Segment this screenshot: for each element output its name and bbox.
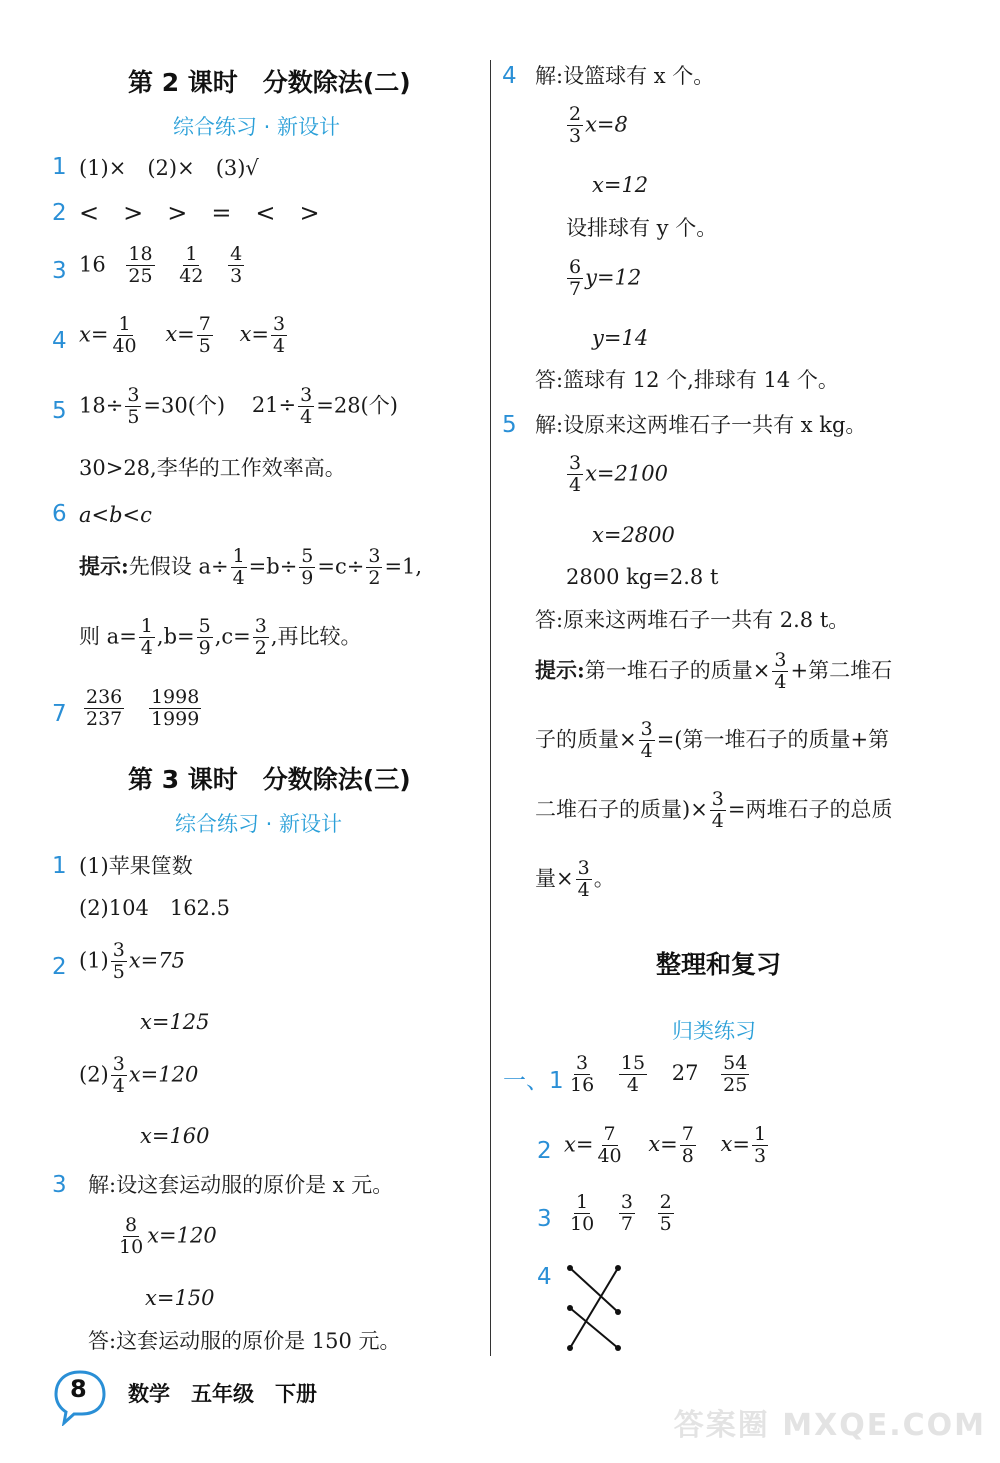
answer-line: (2)104 162.5 [79, 896, 230, 920]
fraction: $\frac{3}{4}$ [273, 313, 286, 358]
q-number: 7 [52, 701, 67, 727]
footer-text: 数学 五年级 下册 [128, 1382, 317, 1406]
answer-line: 16 $\frac{18}{25}$ $\frac{1}{42}$ $\frac{4}{3}$ [79, 243, 243, 288]
q-number: 5 [52, 398, 67, 424]
q-number: 2 [537, 1138, 552, 1164]
equation: x=125 [140, 1010, 210, 1034]
fraction: $\frac{7}{40}$ [597, 1123, 622, 1168]
fraction: $\frac{7}{5}$ [198, 313, 211, 358]
q-number: 5 [502, 412, 517, 438]
answer-line: x= $\frac{7}{40}$ x= $\frac{7}{8}$ x= $\frac{1}{3}$ [564, 1123, 767, 1168]
fraction: $\frac{1}{40}$ [112, 313, 137, 358]
fraction: $\frac{6}{7}$ [569, 256, 582, 301]
q-number: 4 [52, 328, 67, 354]
q-number: 1 [52, 853, 67, 879]
fraction: $\frac{54}{25}$ [723, 1052, 748, 1097]
equation: (1) $\frac{3}{5}$ x=75 [79, 939, 186, 984]
q-number: 6 [52, 501, 67, 527]
q-number: 3 [52, 258, 67, 284]
equation: 2800 kg=2.8 t [566, 565, 719, 589]
equation: x=12 [592, 173, 649, 197]
matching-lines-diagram [560, 1262, 630, 1354]
fraction: $\frac{3}{4}$ [569, 452, 582, 497]
answer-line: $\frac{3}{16}$ $\frac{15}{4}$ 27 $\frac{54}{25}$ [570, 1052, 748, 1097]
q-number: 2 [52, 954, 67, 980]
equation: $\frac{8}{10}$ x=120 [119, 1214, 217, 1259]
fraction: $\frac{3}{7}$ [620, 1191, 633, 1236]
fraction: $\frac{3}{4}$ [112, 1053, 125, 1098]
equation: x=2800 [592, 523, 675, 547]
hint-line: 量× $\frac{3}{4}$ 。 [535, 857, 615, 902]
answer-line [82, 687, 203, 731]
fraction: $\frac{4}{3}$ [230, 243, 243, 288]
equation: $\frac{3}{4}$ x=2100 [569, 452, 668, 497]
fraction: $\frac{2}{3}$ [569, 103, 582, 148]
q-number: 1 [52, 154, 67, 180]
watermark: 答案圈 MXQE.COM [673, 1408, 986, 1443]
fraction: $\frac{236}{237}$ [86, 686, 123, 731]
q-number: 3 [52, 1172, 67, 1198]
fraction: $\frac{5}{9}$ [301, 545, 314, 590]
review-subtitle: 归类练习 [672, 1019, 756, 1043]
fraction: $\frac{1}{4}$ [140, 615, 153, 660]
lesson3-title: 第 3 课时 分数除法(三) [128, 765, 411, 794]
answer-line: 答:原来这两堆石子一共有 2.8 t。 [535, 608, 850, 632]
hint-line: 二堆石子的质量)× $\frac{3}{4}$ =两堆石子的总质 [535, 788, 893, 833]
answer-line: x= $\frac{1}{40}$ x= $\frac{7}{5}$ x= $\frac{3}{4}$ [79, 313, 286, 358]
answer-line: 解:设篮球有 x 个。 [535, 64, 715, 88]
review-title: 整理和复习 [656, 950, 782, 979]
answer-line: a<b<c [79, 503, 152, 527]
answer-line [566, 1192, 676, 1236]
fraction: $\frac{3}{5}$ [127, 384, 140, 429]
answer-line: 解:设这套运动服的原价是 x 元。 [88, 1173, 394, 1197]
fraction: $\frac{3}{2}$ [368, 545, 381, 590]
fraction: $\frac{3}{4}$ [300, 384, 313, 429]
q-number: 2 [52, 200, 67, 226]
fraction: $\frac{3}{4}$ [577, 857, 590, 902]
comparison-symbols: < > > = < > [79, 199, 320, 227]
fraction: $\frac{2}{5}$ [659, 1191, 672, 1236]
answer-line: 答:篮球有 12 个,排球有 14 个。 [535, 368, 839, 392]
answer-line: 18÷ $\frac{3}{5}$ =30(个) 21÷ $\frac{3}{4}$ =28(个) [79, 384, 398, 429]
lesson2-subtitle: 综合练习 · 新设计 [173, 115, 341, 139]
equation: (2) $\frac{3}{4}$ x=120 [79, 1053, 199, 1098]
hint-line: 提示:先假设 a÷ $\frac{1}{4}$ =b÷ $\frac{5}{9}$ =c÷ $\frac{3}{2}$ =1, [79, 545, 423, 590]
answer-line: 答:这套运动服的原价是 150 元。 [88, 1329, 401, 1353]
fraction: $\frac{1}{4}$ [232, 545, 245, 590]
answer-line: 30>28,李华的工作效率高。 [79, 456, 346, 480]
q-number: 4 [537, 1264, 552, 1290]
fraction: $\frac{3}{4}$ [640, 718, 653, 763]
hint-line: 子的质量× $\frac{3}{4}$ =(第一堆石子的质量+第 [535, 718, 890, 763]
fraction: $\frac{1998}{1999}$ [150, 686, 200, 731]
q-number: 一、1 [503, 1068, 564, 1094]
fraction: $\frac{3}{4}$ [711, 788, 724, 833]
fraction: $\frac{3}{5}$ [112, 939, 125, 984]
fraction: $\frac{8}{10}$ [119, 1214, 144, 1259]
q-number: 3 [537, 1206, 552, 1232]
lesson3-subtitle: 综合练习 · 新设计 [175, 812, 343, 836]
fraction: $\frac{1}{42}$ [179, 243, 204, 288]
fraction: $\frac{18}{25}$ [128, 243, 153, 288]
fraction: $\frac{1}{10}$ [570, 1191, 595, 1236]
fraction: $\frac{3}{4}$ [774, 649, 787, 694]
fraction: $\frac{5}{9}$ [198, 615, 211, 660]
equation: x=150 [145, 1286, 215, 1310]
fraction: $\frac{15}{4}$ [620, 1052, 646, 1097]
equation: $\frac{2}{3}$ x=8 [569, 103, 628, 148]
column-divider [490, 60, 491, 1356]
page-number: 8 [70, 1375, 87, 1403]
q-number: 4 [502, 63, 517, 89]
answer-line: 设排球有 y 个。 [566, 216, 718, 240]
hint-line: 提示:第一堆石子的质量× $\frac{3}{4}$ +第二堆石 [535, 649, 893, 694]
fraction: $\frac{3}{16}$ [570, 1052, 595, 1097]
fraction: $\frac{3}{2}$ [254, 615, 267, 660]
answer-line: (1)× (2)× (3)√ [79, 156, 259, 180]
equation: x=160 [140, 1124, 210, 1148]
answer-line: (1)苹果筐数 [79, 854, 193, 878]
lesson2-title: 第 2 课时 分数除法(二) [128, 68, 411, 97]
equation: $\frac{6}{7}$ y=12 [569, 256, 642, 301]
fraction: $\frac{1}{3}$ [754, 1123, 767, 1168]
fraction: $\frac{7}{8}$ [681, 1123, 694, 1168]
answer-line: 解:设原来这两堆石子一共有 x kg。 [535, 413, 867, 437]
equation: y=14 [592, 326, 649, 350]
hint-line: 则 a= $\frac{1}{4}$ ,b= $\frac{5}{9}$ ,c= $\frac{3}{2}$ ,再比较。 [79, 615, 362, 660]
